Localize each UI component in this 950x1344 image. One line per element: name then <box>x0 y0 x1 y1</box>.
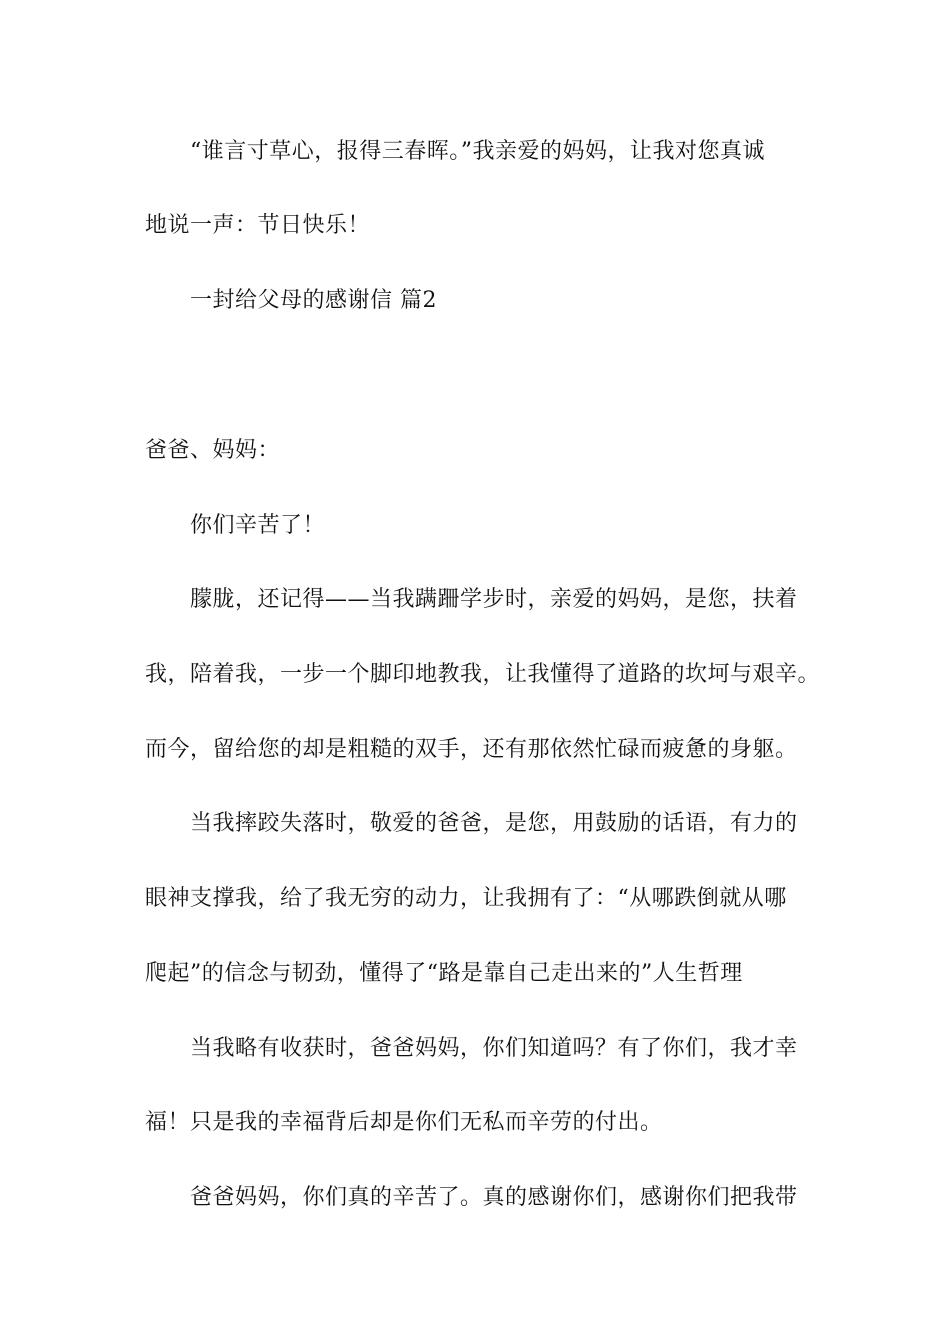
paragraph-line: 朦胧，还记得——当我蹒跚学步时，亲爱的妈妈，是您，扶着 <box>190 587 798 612</box>
paragraph-line: “谁言寸草心，报得三春晖。”我亲爱的妈妈，让我对您真诚 <box>190 139 765 164</box>
paragraph-line: 而今，留给您的却是粗糙的双手，还有那依然忙碌而疲惫的身躯。 <box>145 737 798 762</box>
salutation: 爸爸、妈妈： <box>145 438 281 463</box>
paragraph-line: 眼神支撑我，给了我无穷的动力，让我拥有了：“从哪跌倒就从哪 <box>145 886 787 911</box>
paragraph-line: 地说一声：节日快乐！ <box>145 213 371 238</box>
paragraph-line: 爬起”的信念与韧劲，懂得了“路是靠自己走出来的”人生哲理 <box>145 961 743 986</box>
paragraph-line: 当我摔跤失落时，敬爱的爸爸，是您，用鼓励的话语，有力的 <box>190 811 798 836</box>
paragraph-line: 福！只是我的幸福背后却是你们无私而辛劳的付出。 <box>145 1110 663 1135</box>
paragraph-line: 我，陪着我，一步一个脚印地教我，让我懂得了道路的坎坷与艰辛。 <box>145 662 821 687</box>
section-heading: 一封给父母的感谢信 篇2 <box>190 288 437 313</box>
paragraph-line: 爸爸妈妈，你们真的辛苦了。真的感谢你们，感谢你们把我带 <box>190 1185 798 1210</box>
paragraph-line: 当我略有收获时，爸爸妈妈，你们知道吗？有了你们，我才幸 <box>190 1036 798 1061</box>
paragraph-line: 你们辛苦了！ <box>190 513 326 538</box>
